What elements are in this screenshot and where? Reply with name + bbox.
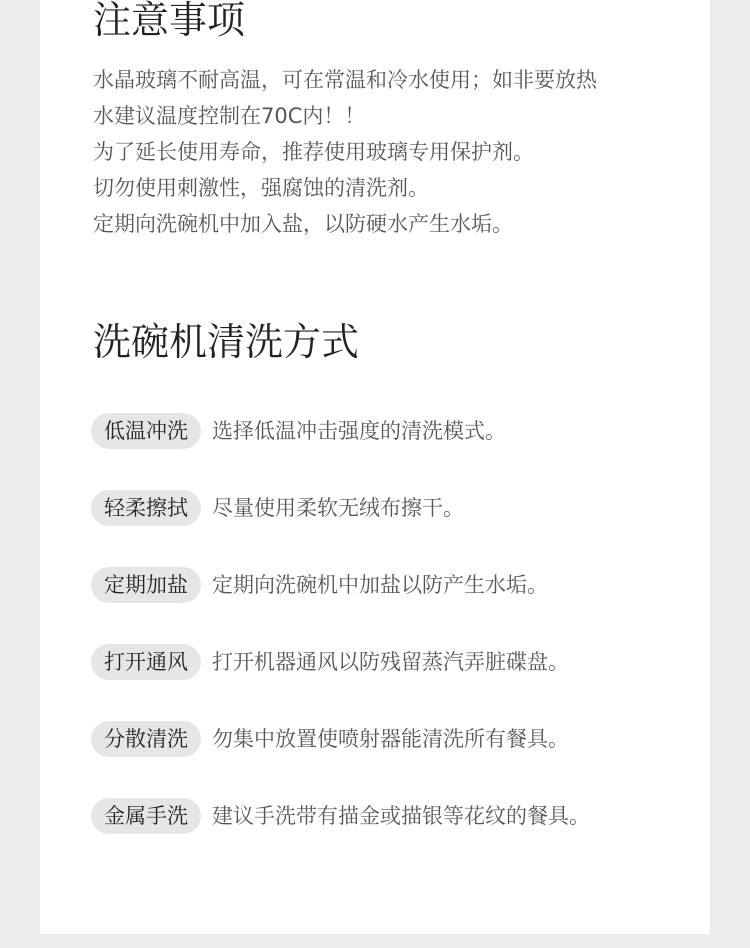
cleaning-tip (91, 490, 590, 526)
tip-text: 选择低温冲击强度的清洗模式。 (212, 419, 506, 443)
tip-tag: 金属手洗 (91, 798, 201, 834)
notes-title: 注意事项 (93, 0, 246, 42)
notes-list (93, 62, 693, 242)
tip-tag: 低温冲洗 (91, 413, 201, 449)
cleaning-tip (91, 798, 590, 834)
tip-tag: 分散清洗 (91, 721, 201, 757)
tip-text: 建议手洗带有描金或描银等花纹的餐具。 (212, 804, 590, 828)
tip-tag: 打开通风 (91, 644, 201, 680)
cleaning-tip (91, 413, 590, 449)
tip-text: 打开机器通风以防残留蒸汽弄脏碟盘。 (212, 650, 569, 674)
notes-line: 切勿使用刺激性，强腐蚀的清洗剂。 (93, 176, 429, 200)
notes-line: 水晶玻璃不耐高温，可在常温和冷水使用；如非要放热 (93, 68, 597, 92)
tip-text: 尽量使用柔软无绒布擦干。 (212, 496, 464, 520)
cleaning-tips-list (91, 413, 590, 875)
tip-text: 勿集中放置使喷射器能清洗所有餐具。 (212, 727, 569, 751)
tip-tag: 定期加盐 (91, 567, 201, 603)
tip-text: 定期向洗碗机中加盐以防产生水垢。 (212, 573, 548, 597)
notes-line: 为了延长使用寿命，推荐使用玻璃专用保护剂。 (93, 140, 534, 164)
cleaning-title: 洗碗机清洗方式 (93, 320, 360, 364)
notes-line: 定期向洗碗机中加入盐，以防硬水产生水垢。 (93, 212, 513, 236)
cleaning-tip (91, 721, 590, 757)
cleaning-tip (91, 644, 590, 680)
notes-line: 水建议温度控制在70C内！！ (93, 104, 366, 128)
cleaning-tip (91, 567, 590, 603)
tip-tag: 轻柔擦拭 (91, 490, 201, 526)
